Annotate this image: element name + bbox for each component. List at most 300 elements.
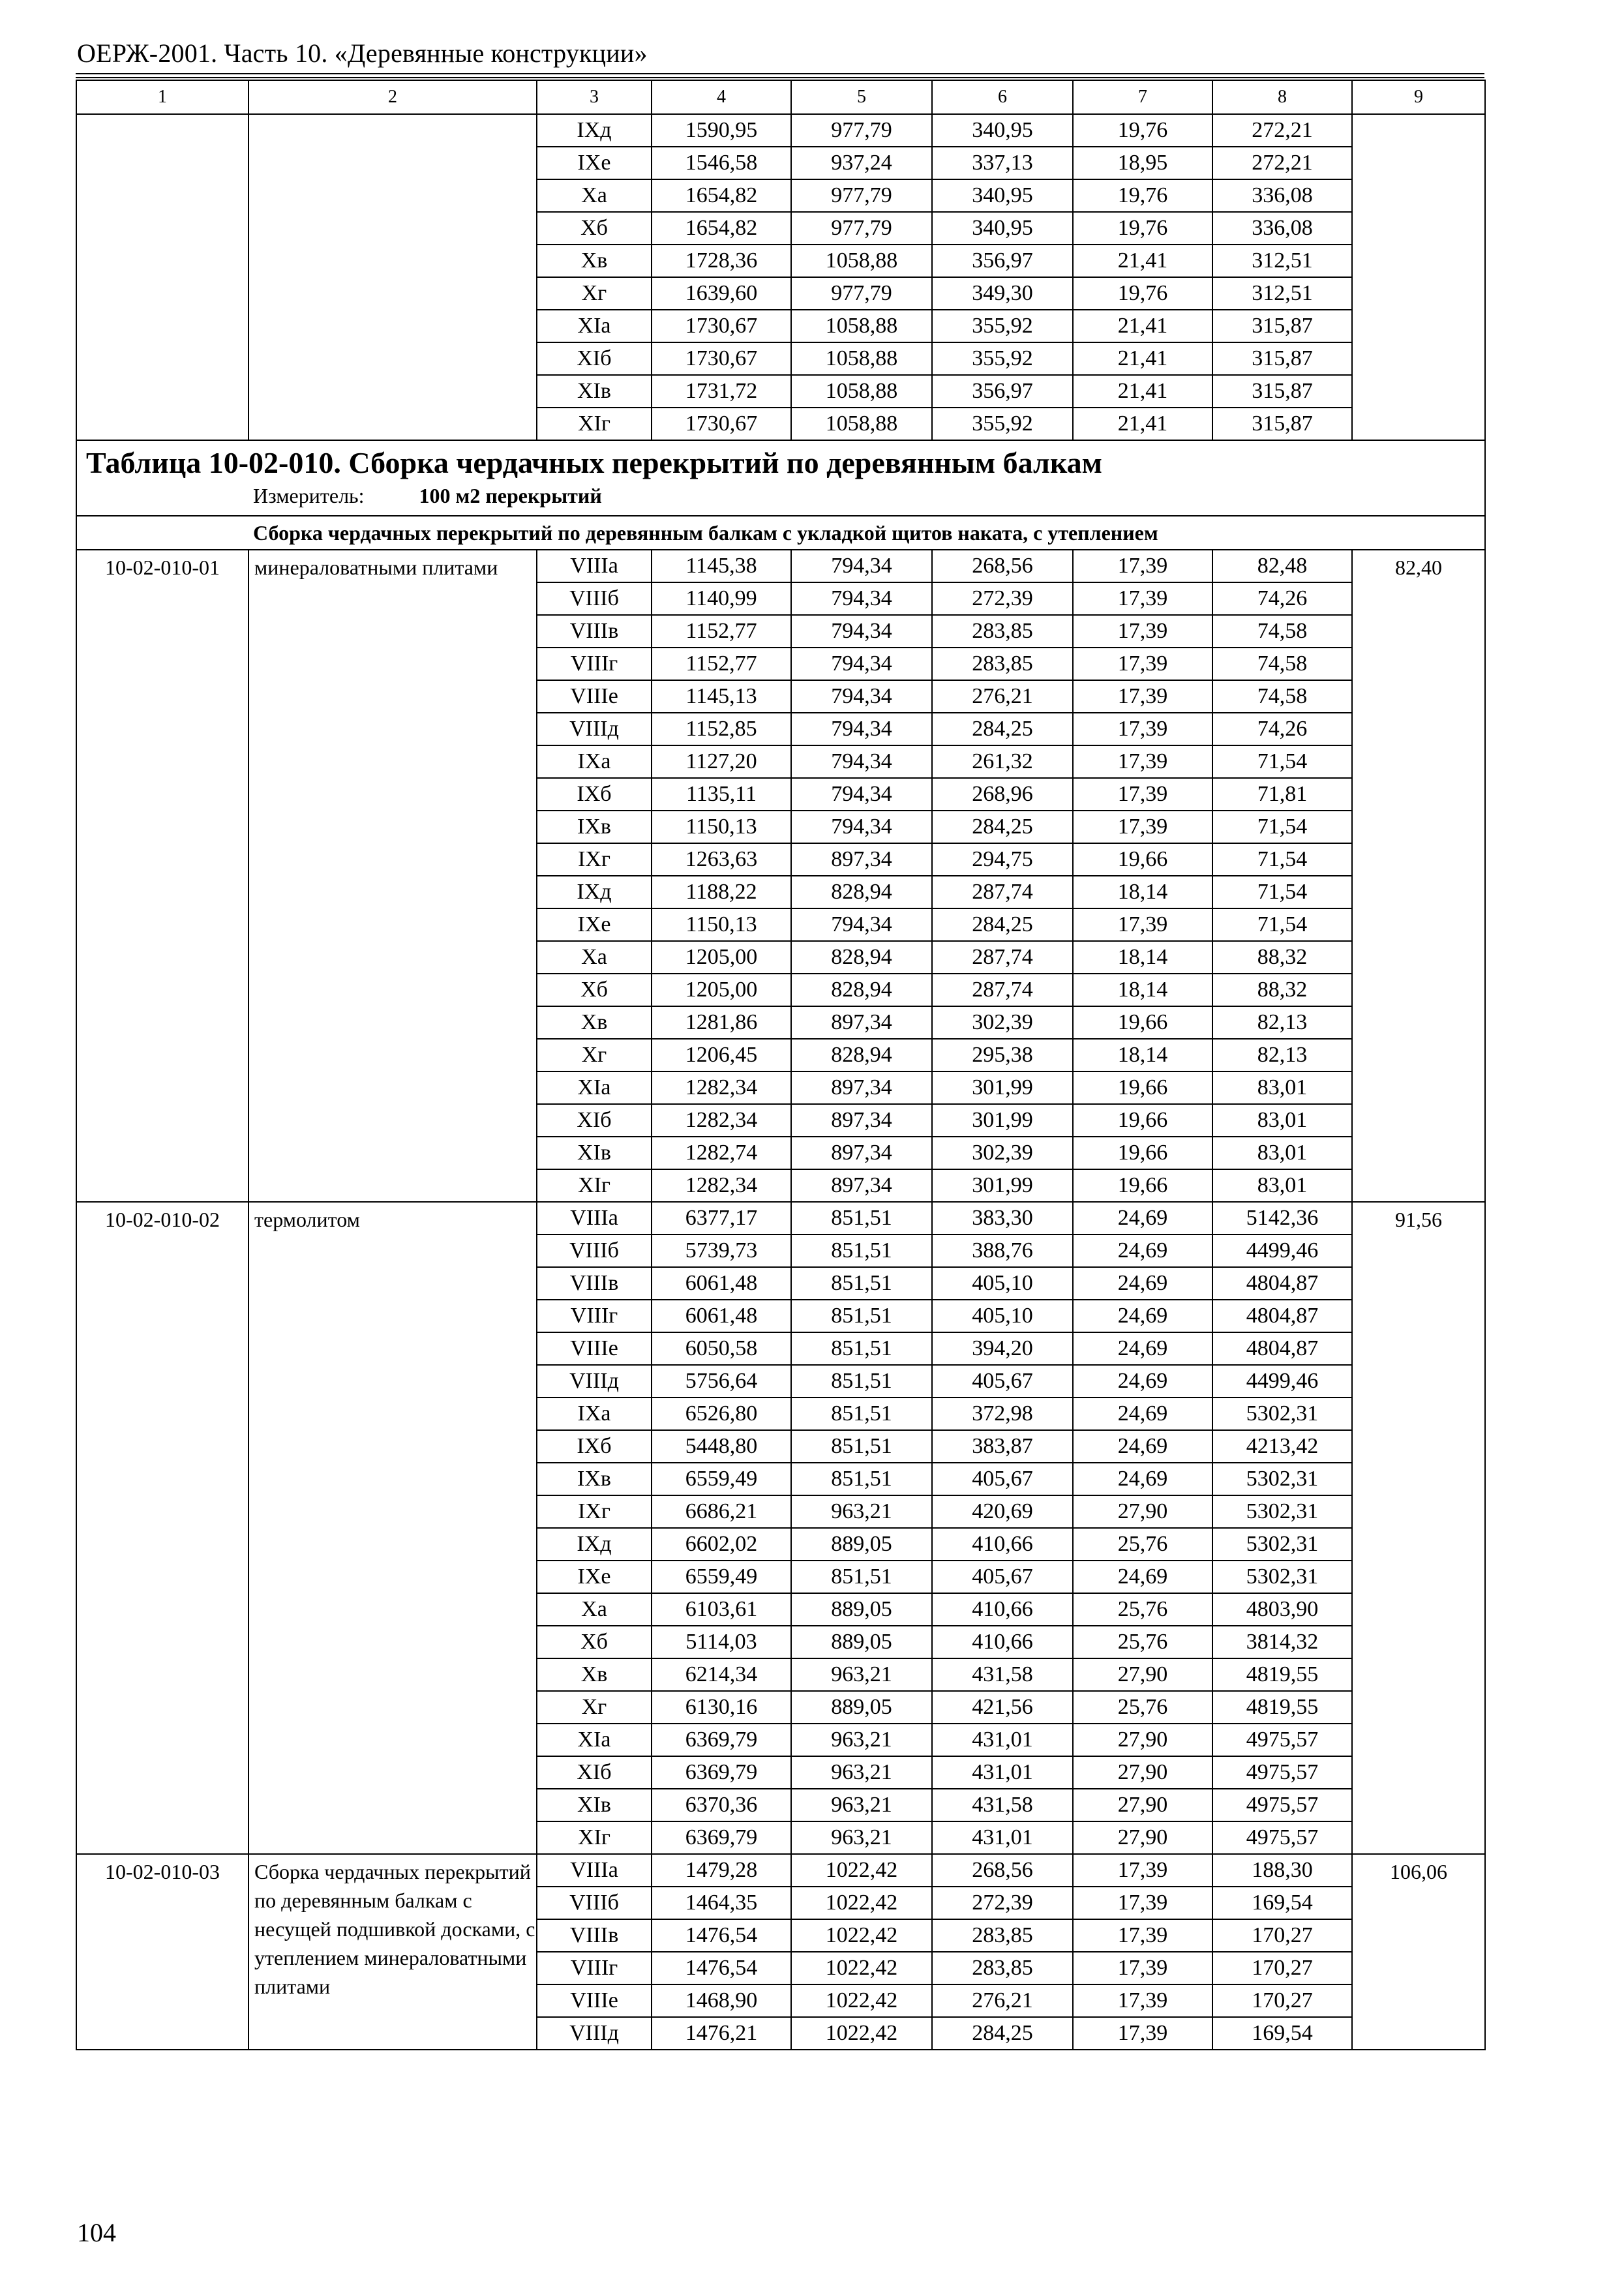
materials-cell: 74,58 — [1212, 680, 1352, 713]
region-cell: IXа — [537, 745, 652, 778]
direct-costs-cell: 1263,63 — [652, 843, 791, 876]
column-number-cell: 1 — [76, 80, 248, 114]
header-rule-2 — [76, 77, 1484, 78]
direct-costs-cell: 1728,36 — [652, 245, 791, 277]
operator-wages-cell: 17,39 — [1073, 1854, 1212, 1887]
operator-wages-cell: 17,39 — [1073, 2017, 1212, 2050]
materials-cell: 170,27 — [1212, 1984, 1352, 2017]
direct-costs-cell: 1546,58 — [652, 147, 791, 179]
operator-wages-cell: 17,39 — [1073, 1984, 1212, 2017]
materials-cell: 74,26 — [1212, 582, 1352, 615]
labor-wages-cell: 897,34 — [791, 1104, 932, 1137]
table-row — [76, 114, 1485, 147]
operator-wages-cell: 18,14 — [1073, 876, 1212, 908]
direct-costs-cell: 1150,13 — [652, 908, 791, 941]
operator-wages-cell: 18,14 — [1073, 941, 1212, 974]
name-cell: минераловатными плитами — [248, 550, 537, 1202]
region-cell: VIIIб — [537, 582, 652, 615]
region-cell: IXе — [537, 1561, 652, 1593]
region-cell: XIб — [537, 1756, 652, 1789]
materials-cell: 71,54 — [1212, 745, 1352, 778]
region-cell: Xа — [537, 941, 652, 974]
operator-wages-cell: 17,39 — [1073, 811, 1212, 843]
machine-costs-cell: 283,85 — [932, 1952, 1073, 1984]
materials-cell: 315,87 — [1212, 408, 1352, 440]
operator-wages-cell: 21,41 — [1073, 408, 1212, 440]
labor-wages-cell: 851,51 — [791, 1463, 932, 1495]
direct-costs-cell: 1468,90 — [652, 1984, 791, 2017]
operator-wages-cell: 17,39 — [1073, 908, 1212, 941]
name-cell: Сборка чердачных перекрытий по деревянным балкам с несущей подшивкой досками, с утеплением минераловатными плитами — [248, 1854, 537, 2050]
materials-cell: 312,51 — [1212, 277, 1352, 310]
materials-cell: 4975,57 — [1212, 1724, 1352, 1756]
materials-cell: 169,54 — [1212, 1887, 1352, 1919]
region-cell: IXд — [537, 876, 652, 908]
region-cell: VIIIд — [537, 2017, 652, 2050]
region-cell: Xг — [537, 1039, 652, 1071]
labor-wages-cell: 1058,88 — [791, 408, 932, 440]
materials-cell: 74,26 — [1212, 713, 1352, 745]
machine-costs-cell: 410,66 — [932, 1593, 1073, 1626]
direct-costs-cell: 6526,80 — [652, 1398, 791, 1430]
region-cell: XIг — [537, 1821, 652, 1854]
operator-wages-cell: 17,39 — [1073, 1919, 1212, 1952]
name-cell: термолитом — [248, 1202, 537, 1854]
operator-wages-cell: 17,39 — [1073, 648, 1212, 680]
labor-wages-cell: 897,34 — [791, 1071, 932, 1104]
operator-wages-cell: 27,90 — [1073, 1789, 1212, 1821]
region-cell: VIIIе — [537, 1332, 652, 1365]
materials-cell: 83,01 — [1212, 1137, 1352, 1169]
direct-costs-cell: 1281,86 — [652, 1006, 791, 1039]
machine-costs-cell: 405,10 — [932, 1267, 1073, 1300]
materials-cell: 4213,42 — [1212, 1430, 1352, 1463]
operator-wages-cell: 21,41 — [1073, 310, 1212, 342]
direct-costs-cell: 1127,20 — [652, 745, 791, 778]
region-cell: XIа — [537, 1071, 652, 1104]
machine-costs-cell: 355,92 — [932, 310, 1073, 342]
direct-costs-cell: 1152,85 — [652, 713, 791, 745]
region-cell: VIIIв — [537, 615, 652, 648]
labor-wages-cell: 794,34 — [791, 582, 932, 615]
machine-costs-cell: 276,21 — [932, 680, 1073, 713]
materials-cell: 5302,31 — [1212, 1463, 1352, 1495]
operator-wages-cell: 24,69 — [1073, 1430, 1212, 1463]
materials-cell: 315,87 — [1212, 342, 1352, 375]
region-cell: VIIIе — [537, 1984, 652, 2017]
materials-cell: 169,54 — [1212, 2017, 1352, 2050]
column-number-cell: 5 — [791, 80, 932, 114]
machine-costs-cell: 283,85 — [932, 615, 1073, 648]
direct-costs-cell: 1206,45 — [652, 1039, 791, 1071]
direct-costs-cell: 1731,72 — [652, 375, 791, 408]
machine-costs-cell: 272,39 — [932, 582, 1073, 615]
labor-wages-cell: 851,51 — [791, 1365, 932, 1398]
name-cell — [248, 114, 537, 440]
direct-costs-cell: 1140,99 — [652, 582, 791, 615]
operator-wages-cell: 27,90 — [1073, 1495, 1212, 1528]
col9-cell: 82,40 — [1352, 550, 1485, 1202]
direct-costs-cell: 1654,82 — [652, 212, 791, 245]
direct-costs-cell: 1654,82 — [652, 179, 791, 212]
column-number-cell: 4 — [652, 80, 791, 114]
direct-costs-cell: 1282,34 — [652, 1104, 791, 1137]
direct-costs-cell: 1152,77 — [652, 648, 791, 680]
operator-wages-cell: 19,66 — [1073, 1071, 1212, 1104]
region-cell: IXг — [537, 843, 652, 876]
direct-costs-cell: 1150,13 — [652, 811, 791, 843]
machine-costs-cell: 283,85 — [932, 1919, 1073, 1952]
materials-cell: 88,32 — [1212, 941, 1352, 974]
machine-costs-cell: 405,67 — [932, 1463, 1073, 1495]
labor-wages-cell: 897,34 — [791, 1006, 932, 1039]
region-cell: VIIIд — [537, 1365, 652, 1398]
labor-wages-cell: 977,79 — [791, 277, 932, 310]
machine-costs-cell: 284,25 — [932, 811, 1073, 843]
operator-wages-cell: 17,39 — [1073, 550, 1212, 582]
direct-costs-cell: 1145,13 — [652, 680, 791, 713]
machine-costs-cell: 420,69 — [932, 1495, 1073, 1528]
region-cell: IXд — [537, 1528, 652, 1561]
region-cell: XIб — [537, 342, 652, 375]
direct-costs-cell: 1145,38 — [652, 550, 791, 582]
operator-wages-cell: 19,76 — [1073, 179, 1212, 212]
operator-wages-cell: 24,69 — [1073, 1365, 1212, 1398]
machine-costs-cell: 284,25 — [932, 908, 1073, 941]
table-title-row — [76, 440, 1485, 516]
labor-wages-cell: 851,51 — [791, 1202, 932, 1234]
labor-wages-cell: 889,05 — [791, 1593, 932, 1626]
column-number-row — [76, 80, 1485, 114]
region-cell: Xг — [537, 277, 652, 310]
labor-wages-cell: 851,51 — [791, 1267, 932, 1300]
labor-wages-cell: 1022,42 — [791, 2017, 932, 2050]
region-cell: IXд — [537, 114, 652, 147]
materials-cell: 336,08 — [1212, 179, 1352, 212]
col9-cell: 91,56 — [1352, 1202, 1485, 1854]
labor-wages-cell: 963,21 — [791, 1821, 932, 1854]
labor-wages-cell: 851,51 — [791, 1561, 932, 1593]
operator-wages-cell: 21,41 — [1073, 245, 1212, 277]
materials-cell: 83,01 — [1212, 1169, 1352, 1202]
direct-costs-cell: 1282,34 — [652, 1071, 791, 1104]
operator-wages-cell: 18,14 — [1073, 974, 1212, 1006]
labor-wages-cell: 889,05 — [791, 1691, 932, 1724]
materials-cell: 188,30 — [1212, 1854, 1352, 1887]
labor-wages-cell: 828,94 — [791, 974, 932, 1006]
direct-costs-cell: 6686,21 — [652, 1495, 791, 1528]
direct-costs-cell: 6559,49 — [652, 1463, 791, 1495]
direct-costs-cell: 6050,58 — [652, 1332, 791, 1365]
materials-cell: 83,01 — [1212, 1071, 1352, 1104]
materials-cell: 4975,57 — [1212, 1789, 1352, 1821]
measure-line — [86, 481, 1484, 510]
machine-costs-cell: 283,85 — [932, 648, 1073, 680]
region-cell: VIIIв — [537, 1267, 652, 1300]
operator-wages-cell: 25,76 — [1073, 1593, 1212, 1626]
machine-costs-cell: 340,95 — [932, 179, 1073, 212]
region-cell: XIв — [537, 1137, 652, 1169]
rates-table — [76, 80, 1486, 2050]
labor-wages-cell: 897,34 — [791, 843, 932, 876]
operator-wages-cell: 18,95 — [1073, 147, 1212, 179]
direct-costs-cell: 6370,36 — [652, 1789, 791, 1821]
machine-costs-cell: 276,21 — [932, 1984, 1073, 2017]
column-number-cell: 3 — [537, 80, 652, 114]
machine-costs-cell: 405,67 — [932, 1365, 1073, 1398]
machine-costs-cell: 284,25 — [932, 2017, 1073, 2050]
region-cell: VIIIд — [537, 713, 652, 745]
header-rule — [76, 73, 1484, 74]
machine-costs-cell: 287,74 — [932, 941, 1073, 974]
code-cell: 10-02-010-02 — [76, 1202, 248, 1854]
region-cell: Xа — [537, 1593, 652, 1626]
materials-cell: 71,54 — [1212, 843, 1352, 876]
region-cell: Xг — [537, 1691, 652, 1724]
machine-costs-cell: 355,92 — [932, 408, 1073, 440]
operator-wages-cell: 17,39 — [1073, 713, 1212, 745]
labor-wages-cell: 977,79 — [791, 114, 932, 147]
operator-wages-cell: 17,39 — [1073, 1952, 1212, 1984]
region-cell: VIIIв — [537, 1919, 652, 1952]
machine-costs-cell: 356,97 — [932, 245, 1073, 277]
operator-wages-cell: 25,76 — [1073, 1528, 1212, 1561]
materials-cell: 4499,46 — [1212, 1365, 1352, 1398]
running-header: ОЕРЖ-2001. Часть 10. «Деревянные конструкции» — [77, 38, 648, 68]
direct-costs-cell: 1730,67 — [652, 342, 791, 375]
direct-costs-cell: 6061,48 — [652, 1300, 791, 1332]
region-cell: XIб — [537, 1104, 652, 1137]
direct-costs-cell: 1205,00 — [652, 941, 791, 974]
region-cell: VIIIе — [537, 680, 652, 713]
operator-wages-cell: 19,66 — [1073, 1137, 1212, 1169]
labor-wages-cell: 794,34 — [791, 745, 932, 778]
machine-costs-cell: 431,01 — [932, 1821, 1073, 1854]
machine-costs-cell: 383,87 — [932, 1430, 1073, 1463]
operator-wages-cell: 17,39 — [1073, 582, 1212, 615]
labor-wages-cell: 889,05 — [791, 1528, 932, 1561]
materials-cell: 83,01 — [1212, 1104, 1352, 1137]
direct-costs-cell: 1282,34 — [652, 1169, 791, 1202]
machine-costs-cell: 431,58 — [932, 1789, 1073, 1821]
direct-costs-cell: 1188,22 — [652, 876, 791, 908]
labor-wages-cell: 851,51 — [791, 1430, 932, 1463]
col9-cell: 106,06 — [1352, 1854, 1485, 2050]
region-cell: VIIIа — [537, 550, 652, 582]
labor-wages-cell: 794,34 — [791, 648, 932, 680]
labor-wages-cell: 963,21 — [791, 1658, 932, 1691]
direct-costs-cell: 1152,77 — [652, 615, 791, 648]
operator-wages-cell: 27,90 — [1073, 1658, 1212, 1691]
operator-wages-cell: 27,90 — [1073, 1756, 1212, 1789]
machine-costs-cell: 349,30 — [932, 277, 1073, 310]
machine-costs-cell: 340,95 — [932, 212, 1073, 245]
labor-wages-cell: 1058,88 — [791, 375, 932, 408]
machine-costs-cell: 294,75 — [932, 843, 1073, 876]
labor-wages-cell: 1058,88 — [791, 310, 932, 342]
operator-wages-cell: 19,66 — [1073, 1104, 1212, 1137]
labor-wages-cell: 963,21 — [791, 1724, 932, 1756]
materials-cell: 4803,90 — [1212, 1593, 1352, 1626]
materials-cell: 4804,87 — [1212, 1300, 1352, 1332]
machine-costs-cell: 394,20 — [932, 1332, 1073, 1365]
labor-wages-cell: 851,51 — [791, 1300, 932, 1332]
labor-wages-cell: 897,34 — [791, 1137, 932, 1169]
region-cell: VIIIг — [537, 648, 652, 680]
machine-costs-cell: 268,56 — [932, 1854, 1073, 1887]
operator-wages-cell: 17,39 — [1073, 745, 1212, 778]
materials-cell: 71,54 — [1212, 811, 1352, 843]
region-cell: VIIIг — [537, 1952, 652, 1984]
region-cell: VIIIб — [537, 1887, 652, 1919]
operator-wages-cell: 24,69 — [1073, 1398, 1212, 1430]
materials-cell: 4819,55 — [1212, 1658, 1352, 1691]
machine-costs-cell: 268,96 — [932, 778, 1073, 811]
direct-costs-cell: 6369,79 — [652, 1821, 791, 1854]
direct-costs-cell: 1590,95 — [652, 114, 791, 147]
labor-wages-cell: 794,34 — [791, 615, 932, 648]
col9-cell — [1352, 114, 1485, 440]
machine-costs-cell: 287,74 — [932, 974, 1073, 1006]
table-row — [76, 550, 1485, 582]
labor-wages-cell: 851,51 — [791, 1398, 932, 1430]
labor-wages-cell: 963,21 — [791, 1756, 932, 1789]
machine-costs-cell: 301,99 — [932, 1071, 1073, 1104]
region-cell: VIIIа — [537, 1854, 652, 1887]
operator-wages-cell: 24,69 — [1073, 1300, 1212, 1332]
operator-wages-cell: 18,14 — [1073, 1039, 1212, 1071]
section-title-row — [76, 516, 1485, 550]
labor-wages-cell: 889,05 — [791, 1626, 932, 1658]
direct-costs-cell: 1476,54 — [652, 1952, 791, 1984]
labor-wages-cell: 1058,88 — [791, 245, 932, 277]
direct-costs-cell: 6369,79 — [652, 1724, 791, 1756]
materials-cell: 5302,31 — [1212, 1398, 1352, 1430]
machine-costs-cell: 383,30 — [932, 1202, 1073, 1234]
machine-costs-cell: 410,66 — [932, 1626, 1073, 1658]
operator-wages-cell: 24,69 — [1073, 1267, 1212, 1300]
region-cell: IXб — [537, 1430, 652, 1463]
labor-wages-cell: 794,34 — [791, 680, 932, 713]
operator-wages-cell: 24,69 — [1073, 1561, 1212, 1593]
region-cell: IXв — [537, 811, 652, 843]
direct-costs-cell: 1476,21 — [652, 2017, 791, 2050]
materials-cell: 82,13 — [1212, 1006, 1352, 1039]
labor-wages-cell: 851,51 — [791, 1234, 932, 1267]
labor-wages-cell: 1022,42 — [791, 1984, 932, 2017]
materials-cell: 74,58 — [1212, 648, 1352, 680]
region-cell: VIIIг — [537, 1300, 652, 1332]
region-cell: XIг — [537, 408, 652, 440]
direct-costs-cell: 5448,80 — [652, 1430, 791, 1463]
measure-label: Измеритель: — [253, 484, 365, 507]
labor-wages-cell: 794,34 — [791, 778, 932, 811]
labor-wages-cell: 963,21 — [791, 1495, 932, 1528]
direct-costs-cell: 1730,67 — [652, 408, 791, 440]
direct-costs-cell: 1464,35 — [652, 1887, 791, 1919]
operator-wages-cell: 19,76 — [1073, 114, 1212, 147]
labor-wages-cell: 1058,88 — [791, 342, 932, 375]
region-cell: IXб — [537, 778, 652, 811]
direct-costs-cell: 6130,16 — [652, 1691, 791, 1724]
region-cell: XIа — [537, 1724, 652, 1756]
labor-wages-cell: 794,34 — [791, 713, 932, 745]
code-cell: 10-02-010-03 — [76, 1854, 248, 2050]
materials-cell: 5302,31 — [1212, 1495, 1352, 1528]
labor-wages-cell: 1022,42 — [791, 1919, 932, 1952]
table-row — [76, 1854, 1485, 1887]
direct-costs-cell: 5739,73 — [652, 1234, 791, 1267]
materials-cell: 5302,31 — [1212, 1528, 1352, 1561]
page-number: 104 — [77, 2218, 116, 2247]
labor-wages-cell: 963,21 — [791, 1789, 932, 1821]
column-number-cell: 9 — [1352, 80, 1485, 114]
section-title: Сборка чердачных перекрытий по деревянным балкам с укладкой щитов наката, с утеплением — [76, 516, 1485, 550]
direct-costs-cell: 5756,64 — [652, 1365, 791, 1398]
operator-wages-cell: 27,90 — [1073, 1821, 1212, 1854]
materials-cell: 4804,87 — [1212, 1332, 1352, 1365]
labor-wages-cell: 794,34 — [791, 811, 932, 843]
region-cell: Xб — [537, 974, 652, 1006]
materials-cell: 170,27 — [1212, 1952, 1352, 1984]
region-cell: XIв — [537, 375, 652, 408]
region-cell: IXе — [537, 908, 652, 941]
region-cell: XIа — [537, 310, 652, 342]
labor-wages-cell: 1022,42 — [791, 1854, 932, 1887]
machine-costs-cell: 337,13 — [932, 147, 1073, 179]
materials-cell: 4975,57 — [1212, 1821, 1352, 1854]
column-number-cell: 2 — [248, 80, 537, 114]
labor-wages-cell: 1022,42 — [791, 1952, 932, 1984]
operator-wages-cell: 19,66 — [1073, 1006, 1212, 1039]
operator-wages-cell: 19,76 — [1073, 277, 1212, 310]
labor-wages-cell: 977,79 — [791, 212, 932, 245]
machine-costs-cell: 405,10 — [932, 1300, 1073, 1332]
materials-cell: 88,32 — [1212, 974, 1352, 1006]
operator-wages-cell: 24,69 — [1073, 1332, 1212, 1365]
region-cell: Xв — [537, 1658, 652, 1691]
machine-costs-cell: 356,97 — [932, 375, 1073, 408]
labor-wages-cell: 794,34 — [791, 550, 932, 582]
machine-costs-cell: 302,39 — [932, 1137, 1073, 1169]
machine-costs-cell: 268,56 — [932, 550, 1073, 582]
region-cell: XIг — [537, 1169, 652, 1202]
materials-cell: 74,58 — [1212, 615, 1352, 648]
machine-costs-cell: 405,67 — [932, 1561, 1073, 1593]
machine-costs-cell: 301,99 — [932, 1169, 1073, 1202]
direct-costs-cell: 1282,74 — [652, 1137, 791, 1169]
materials-cell: 4499,46 — [1212, 1234, 1352, 1267]
operator-wages-cell: 24,69 — [1073, 1234, 1212, 1267]
materials-cell: 5142,36 — [1212, 1202, 1352, 1234]
operator-wages-cell: 17,39 — [1073, 778, 1212, 811]
code-cell — [76, 114, 248, 440]
operator-wages-cell: 19,76 — [1073, 212, 1212, 245]
labor-wages-cell: 937,24 — [791, 147, 932, 179]
direct-costs-cell: 1135,11 — [652, 778, 791, 811]
direct-costs-cell: 6377,17 — [652, 1202, 791, 1234]
operator-wages-cell: 21,41 — [1073, 375, 1212, 408]
direct-costs-cell: 6559,49 — [652, 1561, 791, 1593]
machine-costs-cell: 340,95 — [932, 114, 1073, 147]
region-cell: IXг — [537, 1495, 652, 1528]
operator-wages-cell: 24,69 — [1073, 1463, 1212, 1495]
materials-cell: 315,87 — [1212, 375, 1352, 408]
operator-wages-cell: 27,90 — [1073, 1724, 1212, 1756]
region-cell: VIIIб — [537, 1234, 652, 1267]
machine-costs-cell: 261,32 — [932, 745, 1073, 778]
machine-costs-cell: 410,66 — [932, 1528, 1073, 1561]
